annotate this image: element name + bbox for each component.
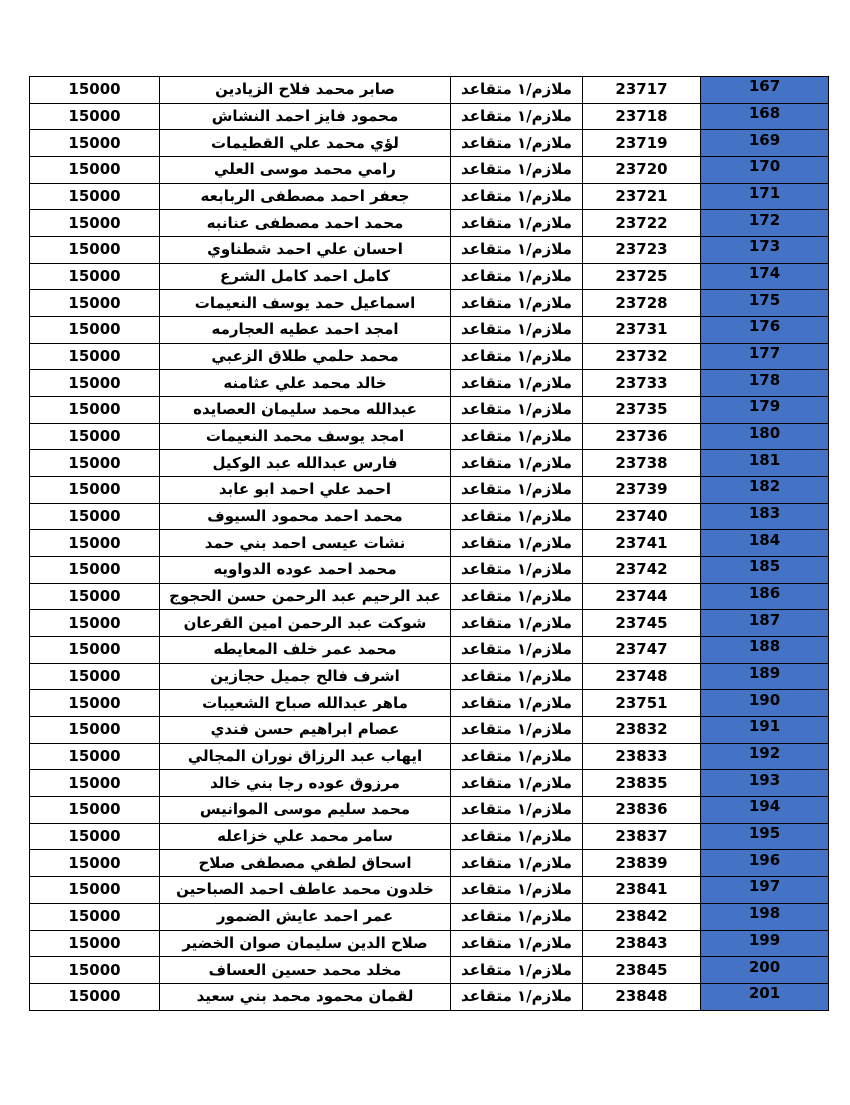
- id-cell: 23732: [583, 343, 701, 370]
- row-number: 197: [748, 877, 781, 896]
- row-number-cell: [701, 130, 829, 157]
- table-row: [30, 237, 829, 264]
- table-row: [30, 77, 829, 104]
- row-number: 188: [748, 637, 781, 656]
- amount-cell: 15000: [30, 157, 160, 184]
- rank-cell: ملازم/١ متقاعد: [451, 663, 583, 690]
- table-row: [30, 290, 829, 317]
- amount-cell: 15000: [30, 370, 160, 397]
- table-row: [30, 423, 829, 450]
- name-cell: جعفر احمد مصطفى الربابعه: [160, 183, 451, 210]
- id-cell: 23835: [583, 770, 701, 797]
- row-number: 179: [748, 397, 781, 416]
- rank-cell: ملازم/١ متقاعد: [451, 77, 583, 104]
- row-number: 175: [748, 290, 781, 309]
- row-number: 167: [748, 77, 781, 96]
- rank-cell: ملازم/١ متقاعد: [451, 877, 583, 904]
- rank-cell: ملازم/١ متقاعد: [451, 930, 583, 957]
- amount-cell: 15000: [30, 317, 160, 344]
- row-number-cell: [701, 957, 829, 984]
- amount-cell: 15000: [30, 557, 160, 584]
- id-cell: 23721: [583, 183, 701, 210]
- row-number: 171: [748, 184, 781, 203]
- name-cell: عصام ابراهيم حسن فندي: [160, 717, 451, 744]
- amount-cell: 15000: [30, 183, 160, 210]
- table-row: [30, 930, 829, 957]
- rank-cell: ملازم/١ متقاعد: [451, 983, 583, 1010]
- rank-cell: ملازم/١ متقاعد: [451, 317, 583, 344]
- id-cell: 23740: [583, 503, 701, 530]
- roster-body: [30, 77, 829, 1011]
- name-cell: عبد الرحيم عبد الرحمن حسن الحجوج: [160, 583, 451, 610]
- id-cell: 23842: [583, 903, 701, 930]
- amount-cell: 15000: [30, 503, 160, 530]
- row-number-cell: [701, 930, 829, 957]
- name-cell: صلاح الدين سليمان صوان الخضير: [160, 930, 451, 957]
- rank-cell: ملازم/١ متقاعد: [451, 397, 583, 424]
- id-cell: 23745: [583, 610, 701, 637]
- table-row: [30, 530, 829, 557]
- amount-cell: 15000: [30, 663, 160, 690]
- amount-cell: 15000: [30, 743, 160, 770]
- amount-cell: 15000: [30, 397, 160, 424]
- id-cell: 23742: [583, 557, 701, 584]
- rank-cell: ملازم/١ متقاعد: [451, 210, 583, 237]
- name-cell: محمد احمد عوده الدواويه: [160, 557, 451, 584]
- row-number: 183: [748, 504, 781, 523]
- amount-cell: 15000: [30, 343, 160, 370]
- id-cell: 23845: [583, 957, 701, 984]
- table-row: [30, 743, 829, 770]
- id-cell: 23832: [583, 717, 701, 744]
- row-number: 182: [748, 477, 781, 496]
- amount-cell: 15000: [30, 983, 160, 1010]
- name-cell: ايهاب عبد الرزاق نوران المجالي: [160, 743, 451, 770]
- table-row: [30, 263, 829, 290]
- row-number-cell: [701, 343, 829, 370]
- row-number: 176: [748, 317, 781, 336]
- row-number-cell: [701, 103, 829, 130]
- rank-cell: ملازم/١ متقاعد: [451, 823, 583, 850]
- id-cell: 23836: [583, 797, 701, 824]
- row-number: 187: [748, 610, 781, 629]
- table-row: [30, 877, 829, 904]
- name-cell: رامي محمد موسى العلي: [160, 157, 451, 184]
- row-number-cell: [701, 263, 829, 290]
- name-cell: شوكت عبد الرحمن امين القرعان: [160, 610, 451, 637]
- row-number: 170: [748, 157, 781, 176]
- id-cell: 23719: [583, 130, 701, 157]
- rank-cell: ملازم/١ متقاعد: [451, 503, 583, 530]
- table-row: [30, 477, 829, 504]
- amount-cell: 15000: [30, 423, 160, 450]
- table-row: [30, 183, 829, 210]
- rank-cell: ملازم/١ متقاعد: [451, 157, 583, 184]
- row-number-cell: [701, 663, 829, 690]
- row-number: 198: [748, 904, 781, 923]
- table-row: [30, 557, 829, 584]
- id-cell: 23848: [583, 983, 701, 1010]
- table-row: [30, 770, 829, 797]
- amount-cell: 15000: [30, 850, 160, 877]
- rank-cell: ملازم/١ متقاعد: [451, 557, 583, 584]
- row-number-cell: [701, 157, 829, 184]
- amount-cell: 15000: [30, 770, 160, 797]
- amount-cell: 15000: [30, 103, 160, 130]
- row-number-cell: [701, 797, 829, 824]
- id-cell: 23839: [583, 850, 701, 877]
- id-cell: 23741: [583, 530, 701, 557]
- row-number: 177: [748, 344, 781, 363]
- name-cell: امجد يوسف محمد النعيمات: [160, 423, 451, 450]
- row-number: 178: [748, 370, 781, 389]
- table-row: [30, 957, 829, 984]
- row-number-cell: [701, 317, 829, 344]
- id-cell: 23837: [583, 823, 701, 850]
- row-number: 195: [748, 824, 781, 843]
- row-number-cell: [701, 237, 829, 264]
- name-cell: ماهر عبدالله صباح الشعيبات: [160, 690, 451, 717]
- row-number: 174: [748, 264, 781, 283]
- amount-cell: 15000: [30, 957, 160, 984]
- name-cell: صابر محمد فلاح الزيادين: [160, 77, 451, 104]
- row-number: 180: [748, 424, 781, 443]
- id-cell: 23748: [583, 663, 701, 690]
- amount-cell: 15000: [30, 877, 160, 904]
- table-row: [30, 637, 829, 664]
- row-number-cell: [701, 850, 829, 877]
- amount-cell: 15000: [30, 237, 160, 264]
- rank-cell: ملازم/١ متقاعد: [451, 957, 583, 984]
- table-row: [30, 823, 829, 850]
- table-row: [30, 663, 829, 690]
- table-row: [30, 103, 829, 130]
- rank-cell: ملازم/١ متقاعد: [451, 770, 583, 797]
- row-number: 168: [748, 104, 781, 122]
- row-number: 181: [748, 450, 781, 469]
- rank-cell: ملازم/١ متقاعد: [451, 130, 583, 157]
- rank-cell: ملازم/١ متقاعد: [451, 183, 583, 210]
- name-cell: لقمان محمود محمد بني سعيد: [160, 983, 451, 1010]
- row-number: 185: [748, 557, 781, 576]
- name-cell: محمد حلمي طلاق الزعبي: [160, 343, 451, 370]
- id-cell: 23731: [583, 317, 701, 344]
- rank-cell: ملازم/١ متقاعد: [451, 450, 583, 477]
- amount-cell: 15000: [30, 690, 160, 717]
- row-number: 189: [748, 664, 781, 683]
- amount-cell: 15000: [30, 477, 160, 504]
- row-number-cell: [701, 717, 829, 744]
- rank-cell: ملازم/١ متقاعد: [451, 343, 583, 370]
- id-cell: 23722: [583, 210, 701, 237]
- row-number-cell: [701, 583, 829, 610]
- row-number: 186: [748, 584, 781, 603]
- amount-cell: 15000: [30, 130, 160, 157]
- rank-cell: ملازم/١ متقاعد: [451, 530, 583, 557]
- row-number-cell: [701, 77, 829, 104]
- name-cell: فارس عبدالله عبد الوكيل: [160, 450, 451, 477]
- amount-cell: 15000: [30, 930, 160, 957]
- rank-cell: ملازم/١ متقاعد: [451, 903, 583, 930]
- id-cell: 23738: [583, 450, 701, 477]
- row-number-cell: [701, 983, 829, 1010]
- amount-cell: 15000: [30, 610, 160, 637]
- name-cell: اسماعيل حمد يوسف النعيمات: [160, 290, 451, 317]
- name-cell: احمد علي احمد ابو عابد: [160, 477, 451, 504]
- id-cell: 23739: [583, 477, 701, 504]
- row-number-cell: [701, 477, 829, 504]
- table-row: [30, 850, 829, 877]
- row-number-cell: [701, 637, 829, 664]
- name-cell: محمد احمد محمود السيوف: [160, 503, 451, 530]
- row-number-cell: [701, 450, 829, 477]
- table-row: [30, 157, 829, 184]
- table-row: [30, 450, 829, 477]
- id-cell: 23843: [583, 930, 701, 957]
- rank-cell: ملازم/١ متقاعد: [451, 237, 583, 264]
- id-cell: 23717: [583, 77, 701, 104]
- name-cell: مرزوق عوده رجا بني خالد: [160, 770, 451, 797]
- row-number: 196: [748, 850, 781, 869]
- amount-cell: 15000: [30, 583, 160, 610]
- id-cell: 23751: [583, 690, 701, 717]
- name-cell: كامل احمد كامل الشرع: [160, 263, 451, 290]
- rank-cell: ملازم/١ متقاعد: [451, 263, 583, 290]
- id-cell: 23744: [583, 583, 701, 610]
- amount-cell: 15000: [30, 823, 160, 850]
- row-number: 173: [748, 237, 781, 256]
- amount-cell: 15000: [30, 450, 160, 477]
- name-cell: عبدالله محمد سليمان العصايده: [160, 397, 451, 424]
- row-number-cell: [701, 530, 829, 557]
- row-number: 190: [748, 690, 781, 709]
- id-cell: 23728: [583, 290, 701, 317]
- row-number-cell: [701, 557, 829, 584]
- rank-cell: ملازم/١ متقاعد: [451, 690, 583, 717]
- id-cell: 23747: [583, 637, 701, 664]
- name-cell: محمد احمد مصطفى عنانبه: [160, 210, 451, 237]
- name-cell: محمد سليم موسى الموانيس: [160, 797, 451, 824]
- rank-cell: ملازم/١ متقاعد: [451, 850, 583, 877]
- amount-cell: 15000: [30, 717, 160, 744]
- row-number-cell: [701, 290, 829, 317]
- id-cell: 23841: [583, 877, 701, 904]
- name-cell: لؤي محمد علي القطيمات: [160, 130, 451, 157]
- row-number-cell: [701, 210, 829, 237]
- table-row: [30, 397, 829, 424]
- rank-cell: ملازم/١ متقاعد: [451, 743, 583, 770]
- id-cell: 23718: [583, 103, 701, 130]
- row-number-cell: [701, 690, 829, 717]
- id-cell: 23725: [583, 263, 701, 290]
- amount-cell: 15000: [30, 797, 160, 824]
- row-number-cell: [701, 877, 829, 904]
- table-row: [30, 610, 829, 637]
- table-row: [30, 983, 829, 1010]
- table-row: [30, 343, 829, 370]
- id-cell: 23733: [583, 370, 701, 397]
- row-number: 192: [748, 744, 781, 763]
- name-cell: امجد احمد عطيه العجارمه: [160, 317, 451, 344]
- rank-cell: ملازم/١ متقاعد: [451, 423, 583, 450]
- name-cell: نشات عيسى احمد بني حمد: [160, 530, 451, 557]
- table-row: [30, 583, 829, 610]
- id-cell: 23723: [583, 237, 701, 264]
- table-row: [30, 690, 829, 717]
- rank-cell: ملازم/١ متقاعد: [451, 717, 583, 744]
- row-number: 193: [748, 770, 781, 789]
- id-cell: 23735: [583, 397, 701, 424]
- name-cell: اشرف فالح جميل حجازين: [160, 663, 451, 690]
- rank-cell: ملازم/١ متقاعد: [451, 370, 583, 397]
- amount-cell: 15000: [30, 530, 160, 557]
- id-cell: 23736: [583, 423, 701, 450]
- row-number: 191: [748, 717, 781, 736]
- name-cell: عمر احمد عايش الضمور: [160, 903, 451, 930]
- table-row: [30, 503, 829, 530]
- name-cell: محمد عمر خلف المعايطه: [160, 637, 451, 664]
- rank-cell: ملازم/١ متقاعد: [451, 610, 583, 637]
- roster-table: [29, 76, 829, 1011]
- table-row: [30, 717, 829, 744]
- table-row: [30, 130, 829, 157]
- rank-cell: ملازم/١ متقاعد: [451, 103, 583, 130]
- rank-cell: ملازم/١ متقاعد: [451, 477, 583, 504]
- row-number-cell: [701, 903, 829, 930]
- row-number-cell: [701, 823, 829, 850]
- row-number: 200: [748, 957, 781, 976]
- row-number-cell: [701, 743, 829, 770]
- row-number-cell: [701, 610, 829, 637]
- row-number: 172: [748, 210, 781, 229]
- rank-cell: ملازم/١ متقاعد: [451, 583, 583, 610]
- name-cell: مخلد محمد حسين العساف: [160, 957, 451, 984]
- amount-cell: 15000: [30, 77, 160, 104]
- row-number: 199: [748, 930, 781, 949]
- name-cell: محمود فايز احمد النشاش: [160, 103, 451, 130]
- name-cell: اسحاق لطفي مصطفى صلاح: [160, 850, 451, 877]
- table-row: [30, 797, 829, 824]
- amount-cell: 15000: [30, 903, 160, 930]
- amount-cell: 15000: [30, 290, 160, 317]
- row-number-cell: [701, 423, 829, 450]
- rank-cell: ملازم/١ متقاعد: [451, 290, 583, 317]
- table-row: [30, 903, 829, 930]
- table-row: [30, 317, 829, 344]
- row-number: 184: [748, 530, 781, 549]
- rank-cell: ملازم/١ متقاعد: [451, 797, 583, 824]
- rank-cell: ملازم/١ متقاعد: [451, 637, 583, 664]
- row-number-cell: [701, 770, 829, 797]
- row-number: 194: [748, 797, 781, 816]
- table-row: [30, 210, 829, 237]
- row-number: 201: [748, 984, 781, 1003]
- row-number-cell: [701, 503, 829, 530]
- name-cell: احسان علي احمد شطناوي: [160, 237, 451, 264]
- amount-cell: 15000: [30, 637, 160, 664]
- amount-cell: 15000: [30, 210, 160, 237]
- table-row: [30, 370, 829, 397]
- name-cell: خالد محمد علي عثامنه: [160, 370, 451, 397]
- name-cell: خلدون محمد عاطف احمد الصباحين: [160, 877, 451, 904]
- name-cell: سامر محمد علي خزاعله: [160, 823, 451, 850]
- row-number-cell: [701, 397, 829, 424]
- id-cell: 23720: [583, 157, 701, 184]
- id-cell: 23833: [583, 743, 701, 770]
- amount-cell: 15000: [30, 263, 160, 290]
- row-number: 169: [748, 130, 781, 149]
- row-number-cell: [701, 183, 829, 210]
- row-number-cell: [701, 370, 829, 397]
